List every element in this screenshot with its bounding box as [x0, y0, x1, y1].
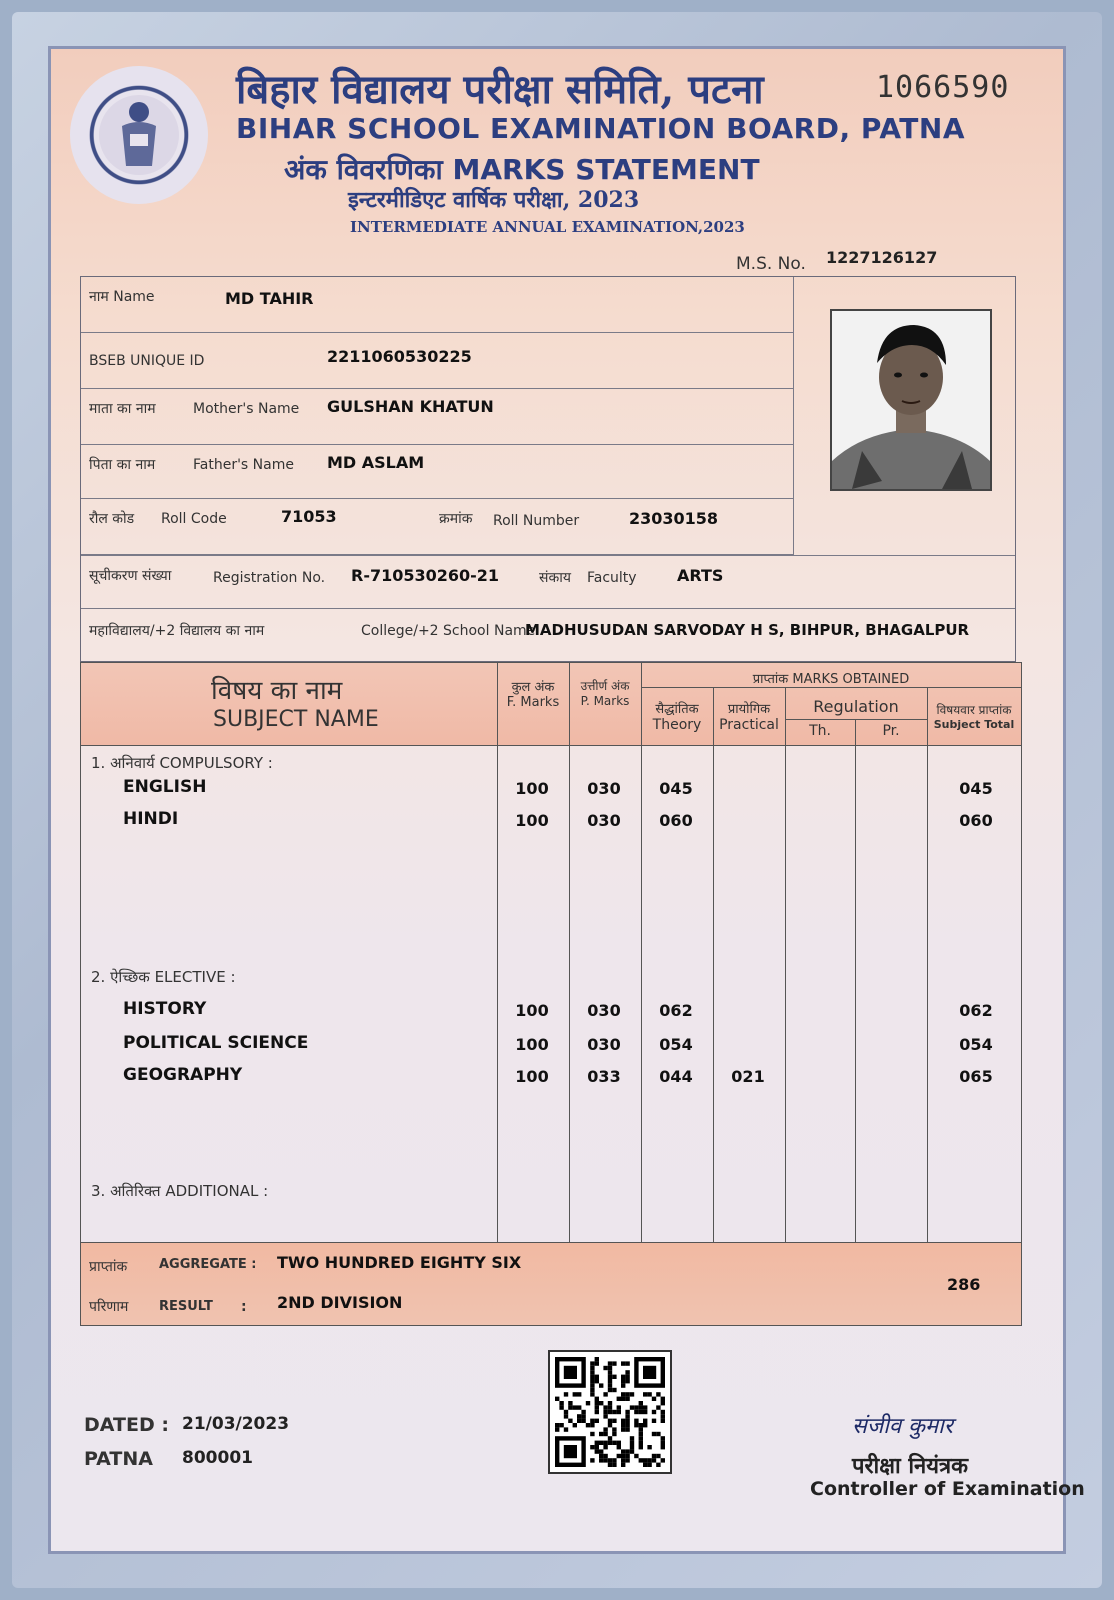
aggregate-label-hindi: प्राप्तांक: [89, 1259, 128, 1275]
board-title-hindi: बिहार विद्यालय परीक्षा समिति, पटना: [236, 66, 764, 113]
fmarks-header-english: F. Marks: [506, 695, 560, 710]
pmarks-header-english: P. Marks: [580, 694, 630, 708]
name-label: नाम Name: [89, 289, 155, 305]
subject-theory: 045: [659, 779, 693, 798]
section-additional: 3. अतिरिक्त ADDITIONAL :: [91, 1182, 269, 1200]
subject-theory: 044: [659, 1067, 693, 1086]
subject-pm: 030: [587, 1035, 621, 1054]
subject-pm: 030: [587, 779, 621, 798]
college-value: MADHUSUDAN SARVODAY H S, BIHPUR, BHAGALPUR: [525, 621, 970, 639]
controller-title-english: Controller of Examination: [810, 1478, 1085, 1500]
theory-header-hindi: सैद्धांतिक: [655, 702, 699, 717]
subject-fm: 100: [515, 1035, 549, 1054]
subject-theory: 060: [659, 811, 693, 830]
statement-title-english: MARKS STATEMENT: [452, 153, 760, 186]
subject-total-header: [927, 701, 1021, 731]
practical-header-english: Practical: [719, 717, 779, 733]
faculty-value: ARTS: [677, 566, 724, 585]
student-info-table: [80, 276, 1016, 662]
marks-table-header: [81, 663, 1021, 746]
roll-row: [81, 499, 793, 555]
section-elective: 2. ऐच्छिक ELECTIVE :: [91, 968, 236, 986]
board-seal-logo: [70, 66, 208, 204]
dated-label: DATED :: [84, 1414, 169, 1436]
marks-table: [80, 662, 1022, 1326]
practical-header-hindi: प्रायोगिक: [727, 702, 771, 717]
subject-pm: 033: [587, 1067, 621, 1086]
subject-header-english: SUBJECT NAME: [213, 707, 379, 732]
faculty-label-english: Faculty: [587, 570, 637, 586]
student-name: MD TAHIR: [225, 289, 314, 308]
place-label: PATNA: [84, 1448, 153, 1470]
pin-code: 800001: [182, 1448, 253, 1468]
roll-code-value: 71053: [281, 507, 337, 526]
regulation-header: Regulation: [813, 697, 899, 716]
student-photo: [830, 309, 992, 491]
board-title-english: BIHAR SCHOOL EXAMINATION BOARD, PATNA: [236, 112, 966, 145]
subject-total: 054: [959, 1035, 993, 1054]
registration-row: [81, 555, 1015, 609]
roll-number-label-english: Roll Number: [493, 513, 580, 529]
controller-signature: संजीव कुमार: [852, 1414, 953, 1439]
exam-title-english: INTERMEDIATE ANNUAL EXAMINATION,2023: [350, 218, 745, 236]
aggregate-words: TWO HUNDRED EIGHTY SIX: [277, 1253, 522, 1272]
subject-fm: 100: [515, 1067, 549, 1086]
subject-fm: 100: [515, 779, 549, 798]
subject-header-hindi: विषय का नाम: [211, 676, 343, 706]
registration-label-hindi: सूचीकरण संख्या: [89, 568, 172, 584]
aggregate-total: 286: [947, 1275, 981, 1294]
college-row: [81, 609, 1015, 661]
father-label-hindi: पिता का नाम: [89, 457, 156, 473]
registration-value: R-710530260-21: [351, 566, 500, 585]
roll-number-value: 23030158: [629, 509, 719, 528]
result-colon: :: [241, 1299, 247, 1315]
subject-total-header-english: Subject Total: [933, 718, 1015, 731]
father-row: [81, 445, 793, 499]
photo-cell: [793, 277, 1015, 555]
theory-header: [641, 699, 713, 733]
theory-header-english: Theory: [652, 717, 702, 733]
exam-title-hindi: इन्टरमीडिएट वार्षिक परीक्षा, 2023: [348, 187, 640, 213]
pmarks-header: [569, 677, 641, 708]
regulation-practical-header: Pr.: [882, 723, 900, 739]
regulation-theory-header: Th.: [809, 723, 831, 739]
registration-label-english: Registration No.: [213, 570, 326, 586]
fmarks-header: [497, 677, 569, 710]
subject-name: ENGLISH: [123, 777, 207, 797]
subject-total-header-hindi: विषयवार प्राप्तांक: [936, 703, 1012, 717]
uid-row: [81, 333, 793, 389]
subject-practical: 021: [731, 1067, 765, 1086]
serial-number: 1066590: [876, 70, 1010, 105]
controller-title-hindi: परीक्षा नियंत्रक: [852, 1453, 969, 1479]
subject-pm: 030: [587, 811, 621, 830]
roll-number-label-hindi: क्रमांक: [439, 511, 473, 527]
uid-label: BSEB UNIQUE ID: [89, 353, 205, 369]
aggregate-box: [80, 1242, 1022, 1326]
subject-pm: 030: [587, 1001, 621, 1020]
mother-label-hindi: माता का नाम: [89, 401, 156, 417]
practical-header: [713, 699, 785, 733]
pmarks-header-hindi: उत्तीर्ण अंक: [580, 679, 630, 693]
roll-code-label-hindi: रौल कोड: [89, 511, 135, 527]
subject-name: HINDI: [123, 809, 179, 829]
result-label-hindi: परिणाम: [89, 1299, 129, 1315]
subject-name: GEOGRAPHY: [123, 1065, 243, 1085]
college-label-hindi: महाविद्यालय/+2 विद्यालय का नाम: [89, 623, 265, 639]
marks-obtained-header: प्राप्तांक MARKS OBTAINED: [752, 672, 910, 687]
mother-name: GULSHAN KHATUN: [327, 397, 494, 416]
roll-code-label-english: Roll Code: [161, 511, 227, 527]
subject-name: HISTORY: [123, 999, 207, 1019]
subject-fm: 100: [515, 811, 549, 830]
ms-no-label: M.S. No.: [736, 254, 806, 274]
statement-title-hindi: अंक विवरणिका: [284, 153, 443, 186]
subject-total: 065: [959, 1067, 993, 1086]
college-label-english: College/+2 School Name: [361, 623, 536, 639]
subject-total: 062: [959, 1001, 993, 1020]
aggregate-label-english: AGGREGATE :: [159, 1257, 257, 1272]
father-label-english: Father's Name: [193, 457, 294, 473]
subject-total: 045: [959, 779, 993, 798]
ms-no-value: 1227126127: [826, 248, 938, 267]
subject-total: 060: [959, 811, 993, 830]
uid-value: 2211060530225: [327, 347, 472, 366]
subject-name: POLITICAL SCIENCE: [123, 1033, 309, 1053]
mother-row: [81, 389, 793, 445]
section-compulsory: 1. अनिवार्य COMPULSORY :: [91, 754, 273, 772]
mother-label-english: Mother's Name: [193, 401, 300, 417]
result-value: 2ND DIVISION: [277, 1293, 403, 1312]
fmarks-header-hindi: कुल अंक: [511, 680, 555, 695]
subject-theory: 062: [659, 1001, 693, 1020]
result-label-english: RESULT: [159, 1299, 213, 1314]
faculty-label-hindi: संकाय: [539, 570, 571, 586]
statement-title: [284, 150, 760, 188]
issue-date: 21/03/2023: [182, 1414, 290, 1434]
qr-code: [548, 1350, 672, 1474]
name-row: [81, 277, 793, 333]
father-name: MD ASLAM: [327, 453, 425, 472]
subject-theory: 054: [659, 1035, 693, 1054]
subject-fm: 100: [515, 1001, 549, 1020]
